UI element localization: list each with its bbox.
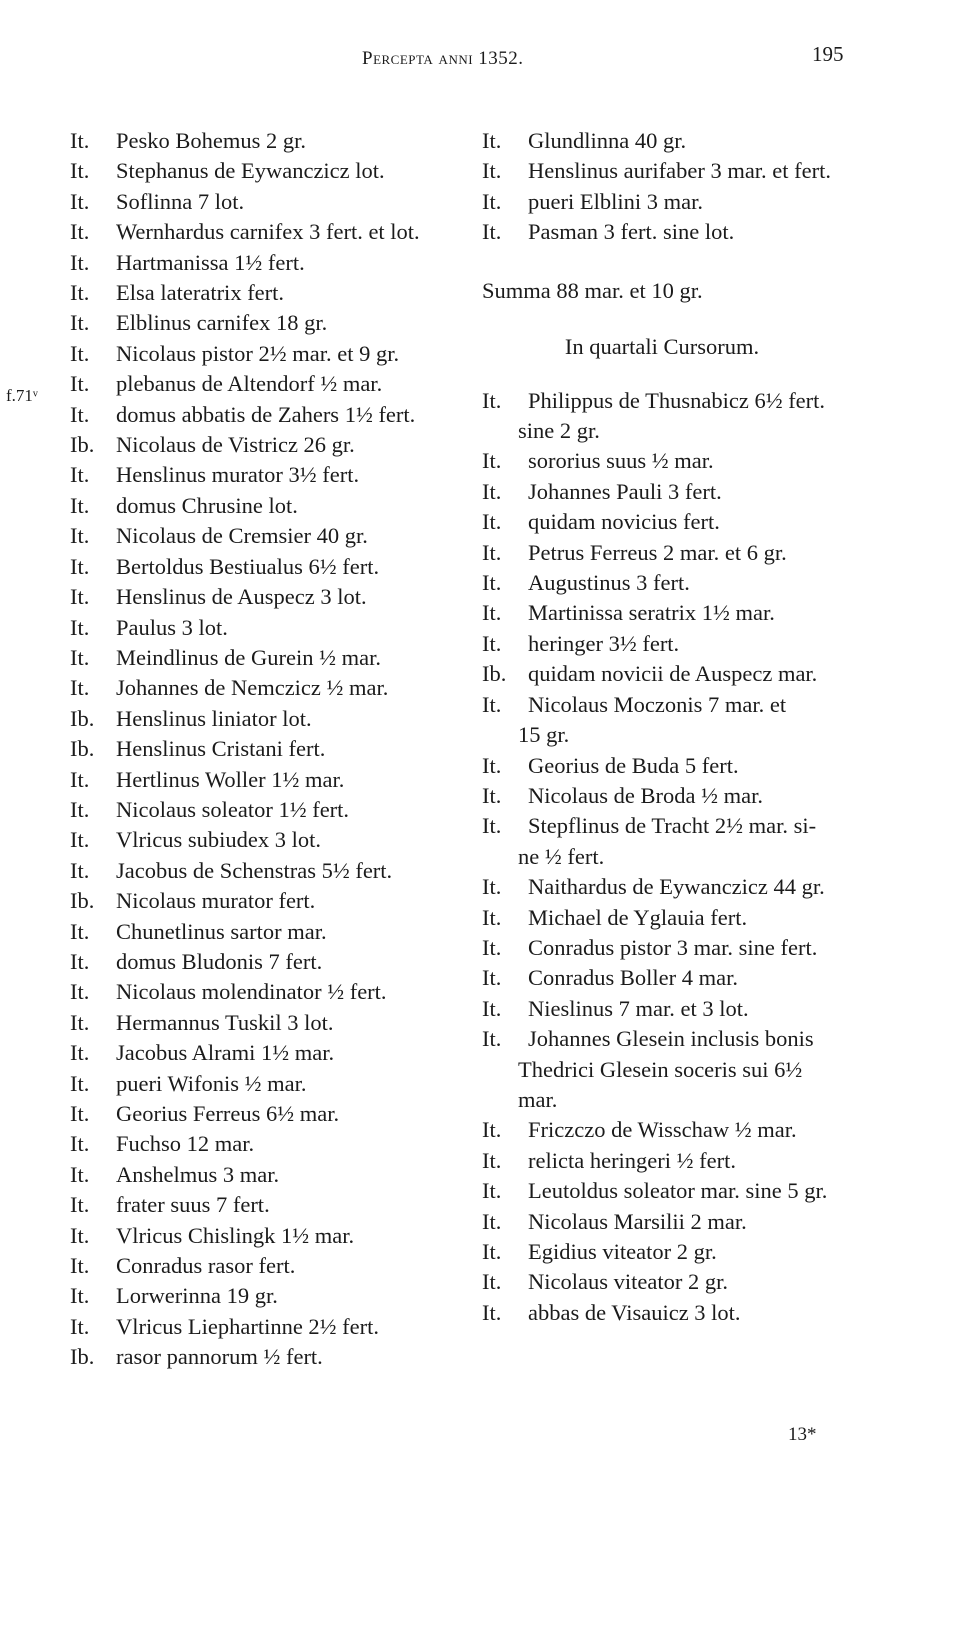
entry-marker: It. (70, 371, 90, 397)
entry-text: Nicolaus molendinator ½ fert. (116, 979, 387, 1005)
ledger-entry (482, 568, 902, 598)
ledger-entry (70, 248, 480, 278)
ledger-entry (70, 613, 480, 643)
entry-marker: It. (482, 219, 502, 245)
entry-marker: It. (70, 1101, 90, 1126)
entry-marker: It. (70, 462, 90, 488)
ledger-entry (70, 1099, 480, 1129)
entry-marker: It. (70, 1253, 90, 1279)
entry-text: Augustinus 3 fert. (528, 570, 690, 596)
entry-text: Michael de Yglauia fert. (528, 904, 748, 930)
ledger-entry (482, 187, 902, 217)
entry-text: Lorwerinna 19 gr. (116, 1283, 278, 1309)
entry-marker: It. (70, 219, 90, 245)
ledger-entry (482, 690, 902, 720)
entry-marker: It. (70, 1222, 90, 1248)
ledger-entry (482, 1267, 902, 1297)
ledger-entry (70, 1342, 480, 1372)
ledger-entry (70, 1312, 480, 1342)
entry-text: plebanus de Altendorf ½ mar. (116, 371, 383, 397)
ledger-entry (70, 765, 480, 795)
entry-text: rasor pannorum ½ fert. (116, 1344, 323, 1370)
entry-continuation (482, 416, 902, 446)
entry-text: Henslinus de Auspecz 3 lot. (116, 584, 367, 610)
entry-text: Conradus pistor 3 mar. sine fert. (528, 934, 818, 960)
ledger-entry (70, 917, 480, 947)
entry-marker: It. (70, 492, 90, 518)
entry-text: Egidius viteator 2 gr. (528, 1239, 717, 1264)
entry-text: Soflinna 7 lot. (116, 188, 245, 214)
entry-text: Henslinus Cristani fert. (116, 736, 326, 762)
entry-text: Philippus de Thusnabicz 6½ fert. (528, 387, 826, 413)
ledger-entry (482, 217, 902, 247)
entry-marker: Ib. (70, 432, 95, 458)
entry-marker: It. (482, 782, 502, 808)
entry-marker: It. (482, 387, 502, 413)
ledger-entry (70, 1069, 480, 1099)
entry-marker: It. (482, 1208, 502, 1234)
entry-text: pueri Wifonis ½ mar. (116, 1070, 307, 1096)
entry-marker: It. (70, 857, 90, 883)
page-number: 195 (812, 42, 844, 66)
entry-continuation (482, 1055, 902, 1085)
entry-text: domus Bludonis 7 fert. (116, 948, 323, 974)
entry-text: Bertoldus Bestiualus 6½ fert. (116, 553, 380, 579)
ledger-entry (482, 903, 902, 933)
entry-text: abbas de Visauicz 3 lot. (528, 1299, 741, 1325)
entry-marker: It. (482, 813, 502, 839)
ledger-entry (482, 1207, 902, 1237)
entry-text: sine 2 gr. (518, 418, 600, 444)
summa-line: Summa 88 mar. et 10 gr. (482, 277, 703, 303)
entry-text: Nicolaus Moczonis 7 mar. et (528, 691, 787, 717)
entry-marker: It. (482, 509, 502, 535)
running-title: Percepta anni 1352. (362, 48, 524, 69)
entry-text: 15 gr. (518, 722, 570, 748)
entry-marker: It. (482, 630, 502, 656)
ledger-entry (70, 156, 480, 186)
entry-text: Glundlinna 40 gr. (528, 128, 687, 153)
ledger-entry (482, 538, 902, 568)
entry-text: Nicolaus murator fert. (116, 888, 316, 914)
ledger-entry (70, 400, 480, 430)
entry-marker: Ib. (482, 661, 507, 687)
entry-marker: It. (482, 934, 502, 960)
entry-text: Meindlinus de Gurein ½ mar. (116, 644, 381, 670)
entry-text: Henslinus liniator lot. (116, 705, 312, 731)
ledger-entry (482, 1146, 902, 1176)
entry-text: Nicolaus pistor 2½ mar. et 9 gr. (116, 340, 400, 366)
entry-marker: It. (70, 1192, 90, 1218)
entry-marker: It. (482, 752, 502, 778)
right-top-entries (482, 126, 902, 248)
entry-marker: It. (482, 188, 502, 214)
ledger-entry (482, 872, 902, 902)
entry-marker: It. (70, 796, 90, 822)
entry-marker: It. (70, 584, 90, 610)
entry-text: domus Chrusine lot. (116, 492, 298, 518)
ledger-entry (482, 1237, 902, 1267)
entry-text: Thedrici Glesein soceris sui 6½ (518, 1056, 803, 1082)
entry-text: Henslinus aurifaber 3 mar. et fert. (528, 158, 832, 184)
entry-marker: It. (482, 478, 502, 504)
entry-text: mar. (518, 1086, 558, 1112)
entry-marker: It. (70, 188, 90, 214)
ledger-entry (70, 217, 480, 247)
entry-text: Hertlinus Woller 1½ mar. (116, 766, 345, 792)
entry-text: Stephanus de Eywanczicz lot. (116, 158, 385, 184)
entry-marker: Ib. (70, 736, 95, 762)
entry-text: Hartmanissa 1½ fert. (116, 249, 305, 275)
ledger-entry (70, 856, 480, 886)
entry-marker: It. (70, 1131, 90, 1157)
entry-marker: It. (70, 827, 90, 853)
entry-marker: It. (482, 1026, 502, 1052)
ledger-entry (70, 795, 480, 825)
entry-marker: It. (482, 1239, 502, 1264)
ledger-entry (70, 825, 480, 855)
entry-text: Chunetlinus sartor mar. (116, 918, 327, 944)
ledger-entry (482, 811, 902, 841)
entry-text: Jacobus Alrami 1½ mar. (116, 1040, 335, 1066)
entry-text: Leutoldus soleator mar. sine 5 gr. (528, 1178, 828, 1204)
entry-text: Elsa lateratrix fert. (116, 280, 285, 306)
ledger-entry (70, 673, 480, 703)
entry-marker: It. (70, 310, 90, 336)
entry-marker: It. (482, 570, 502, 596)
ledger-entry (70, 278, 480, 308)
ledger-entry (482, 1024, 902, 1054)
ledger-entry (70, 1281, 480, 1311)
entry-text: sororius suus ½ mar. (528, 448, 714, 474)
ledger-entry (482, 1176, 902, 1206)
page-header (0, 40, 960, 80)
ledger-entry (482, 156, 902, 186)
entry-text: Vlricus Liephartinne 2½ fert. (116, 1313, 380, 1339)
ledger-entry (482, 477, 902, 507)
entry-marker: It. (70, 948, 90, 974)
section-heading: In quartali Cursorum. (564, 333, 760, 359)
ledger-entry (482, 751, 902, 781)
entry-text: Pasman 3 fert. sine lot. (528, 219, 735, 245)
entry-marker: It. (482, 158, 502, 184)
ledger-entry (70, 977, 480, 1007)
entry-text: Jacobus de Schenstras 5½ fert. (116, 857, 393, 883)
right-bottom-entries (482, 386, 902, 1329)
entry-text: Elblinus carnifex 18 gr. (116, 310, 328, 336)
entry-marker: It. (70, 401, 90, 427)
entry-text: Nicolaus de Vistricz 26 gr. (116, 432, 355, 458)
ledger-entry (70, 339, 480, 369)
entry-marker: It. (70, 1040, 90, 1066)
signature-mark: 13* (788, 1424, 817, 1445)
entry-marker: It. (70, 280, 90, 306)
entry-marker: It. (70, 128, 90, 153)
ledger-entry (482, 933, 902, 963)
entry-marker: It. (70, 979, 90, 1005)
ledger-entry (482, 994, 902, 1024)
entry-marker: It. (70, 1070, 90, 1096)
entry-text: pueri Elblini 3 mar. (528, 188, 703, 214)
entry-text: Johannes Pauli 3 fert. (528, 478, 722, 504)
entry-text: Johannes Glesein inclusis bonis (528, 1026, 814, 1052)
ledger-entry (70, 1251, 480, 1281)
ledger-entry (70, 521, 480, 551)
ledger-entry (482, 386, 902, 416)
entry-marker: It. (482, 874, 502, 900)
entry-marker: It. (482, 128, 502, 153)
entry-text: Nicolaus de Broda ½ mar. (528, 782, 763, 808)
ledger-entry (70, 1190, 480, 1220)
ledger-entry (70, 308, 480, 338)
entry-text: domus abbatis de Zahers 1½ fert. (116, 401, 416, 427)
entry-marker: It. (482, 539, 502, 565)
entry-continuation (482, 842, 902, 872)
ledger-entry (70, 947, 480, 977)
entry-marker: It. (70, 553, 90, 579)
left-column (6, 126, 480, 1373)
ledger-entry (70, 1129, 480, 1159)
entry-text: Nicolaus soleator 1½ fert. (116, 796, 350, 822)
ledger-entry (70, 369, 480, 399)
ledger-entry (482, 126, 902, 156)
entry-text: Martinissa seratrix 1½ mar. (528, 600, 775, 626)
ledger-entry (482, 781, 902, 811)
entry-marker: It. (70, 675, 90, 701)
entry-text: Nicolaus Marsilii 2 mar. (528, 1208, 747, 1234)
right-column (482, 126, 902, 1328)
ledger-entry (70, 643, 480, 673)
ledger-entry (482, 629, 902, 659)
entry-marker: It. (482, 904, 502, 930)
ledger-entry (70, 126, 480, 156)
entry-text: Henslinus murator 3½ fert. (116, 462, 360, 488)
entry-marker: It. (70, 1009, 90, 1035)
entry-marker: It. (70, 644, 90, 670)
entry-text: Friczczo de Wisschaw ½ mar. (528, 1117, 797, 1143)
folio-note: f.71ᵛ (6, 386, 38, 405)
ledger-entry (70, 704, 480, 734)
entry-text: ne ½ fert. (518, 843, 605, 869)
entry-marker: It. (482, 448, 502, 474)
ledger-entry (482, 659, 902, 689)
ledger-entry (482, 1298, 902, 1328)
entry-text: Conradus Boller 4 mar. (528, 965, 738, 991)
entry-marker: It. (70, 766, 90, 792)
ledger-entry (482, 446, 902, 476)
ledger-entry (482, 963, 902, 993)
entry-marker: It. (70, 918, 90, 944)
ledger-entry (70, 1008, 480, 1038)
entry-text: Paulus 3 lot. (116, 614, 228, 640)
entry-marker: It. (70, 523, 90, 549)
entry-marker: It. (70, 614, 90, 640)
entry-continuation (482, 1085, 902, 1115)
entry-text: Hermannus Tuskil 3 lot. (116, 1009, 334, 1035)
entry-marker: It. (70, 1283, 90, 1309)
entry-text: Fuchso 12 mar. (116, 1131, 255, 1157)
entry-text: Georius de Buda 5 fert. (528, 752, 739, 778)
entry-text: Conradus rasor fert. (116, 1253, 296, 1279)
entry-continuation (482, 720, 902, 750)
ledger-entry (70, 430, 480, 460)
entry-text: Vlricus Chislingk 1½ mar. (116, 1222, 355, 1248)
entry-text: heringer 3½ fert. (528, 630, 680, 656)
entry-marker: It. (70, 1161, 90, 1187)
entry-text: Georius Ferreus 6½ mar. (116, 1101, 340, 1126)
ledger-entry (70, 1160, 480, 1190)
entry-marker: It. (482, 965, 502, 991)
entry-marker: It. (482, 1117, 502, 1143)
ledger-entry (70, 187, 480, 217)
entry-text: Petrus Ferreus 2 mar. et 6 gr. (528, 539, 787, 565)
entry-marker: It. (70, 1313, 90, 1339)
ledger-entry (70, 491, 480, 521)
ledger-entry (70, 1221, 480, 1251)
entry-marker: It. (482, 1178, 502, 1204)
ledger-entry (482, 598, 902, 628)
ledger-entry (482, 507, 902, 537)
entry-text: Pesko Bohemus 2 gr. (116, 128, 307, 153)
ledger-entry (70, 1038, 480, 1068)
entry-text: Nicolaus viteator 2 gr. (528, 1269, 728, 1295)
entry-marker: Ib. (70, 1344, 95, 1370)
entry-text: relicta heringeri ½ fert. (528, 1147, 737, 1173)
entry-marker: It. (70, 158, 90, 184)
entry-marker: It. (482, 1269, 502, 1295)
entry-marker: It. (482, 600, 502, 626)
ledger-entry (482, 1115, 902, 1145)
ledger-entry (70, 552, 480, 582)
entry-text: frater suus 7 fert. (116, 1192, 270, 1218)
entry-text: Anshelmus 3 mar. (116, 1161, 280, 1187)
entry-text: Johannes de Nemczicz ½ mar. (116, 675, 389, 701)
entry-text: Naithardus de Eywanczicz 44 gr. (528, 874, 825, 900)
entry-text: quidam novicii de Auspecz mar. (528, 661, 818, 687)
entry-marker: It. (70, 249, 90, 275)
entry-marker: It. (482, 995, 502, 1021)
entry-text: Vlricus subiudex 3 lot. (116, 827, 321, 853)
ledger-entry (70, 734, 480, 764)
entry-text: quidam novicius fert. (528, 509, 720, 535)
ledger-entry (70, 582, 480, 612)
entry-marker: It. (482, 1299, 502, 1325)
entry-text: Wernhardus carnifex 3 fert. et lot. (116, 219, 420, 245)
entry-marker: Ib. (70, 888, 95, 914)
entry-marker: It. (482, 1147, 502, 1173)
entry-text: Stepflinus de Tracht 2½ mar. si- (528, 813, 817, 839)
entry-marker: It. (70, 340, 90, 366)
ledger-entry (70, 460, 480, 490)
entry-marker: Ib. (70, 705, 95, 731)
entry-marker: It. (482, 691, 502, 717)
entry-text: Nieslinus 7 mar. et 3 lot. (528, 995, 749, 1021)
ledger-entry (70, 886, 480, 916)
entry-text: Nicolaus de Cremsier 40 gr. (116, 523, 368, 549)
